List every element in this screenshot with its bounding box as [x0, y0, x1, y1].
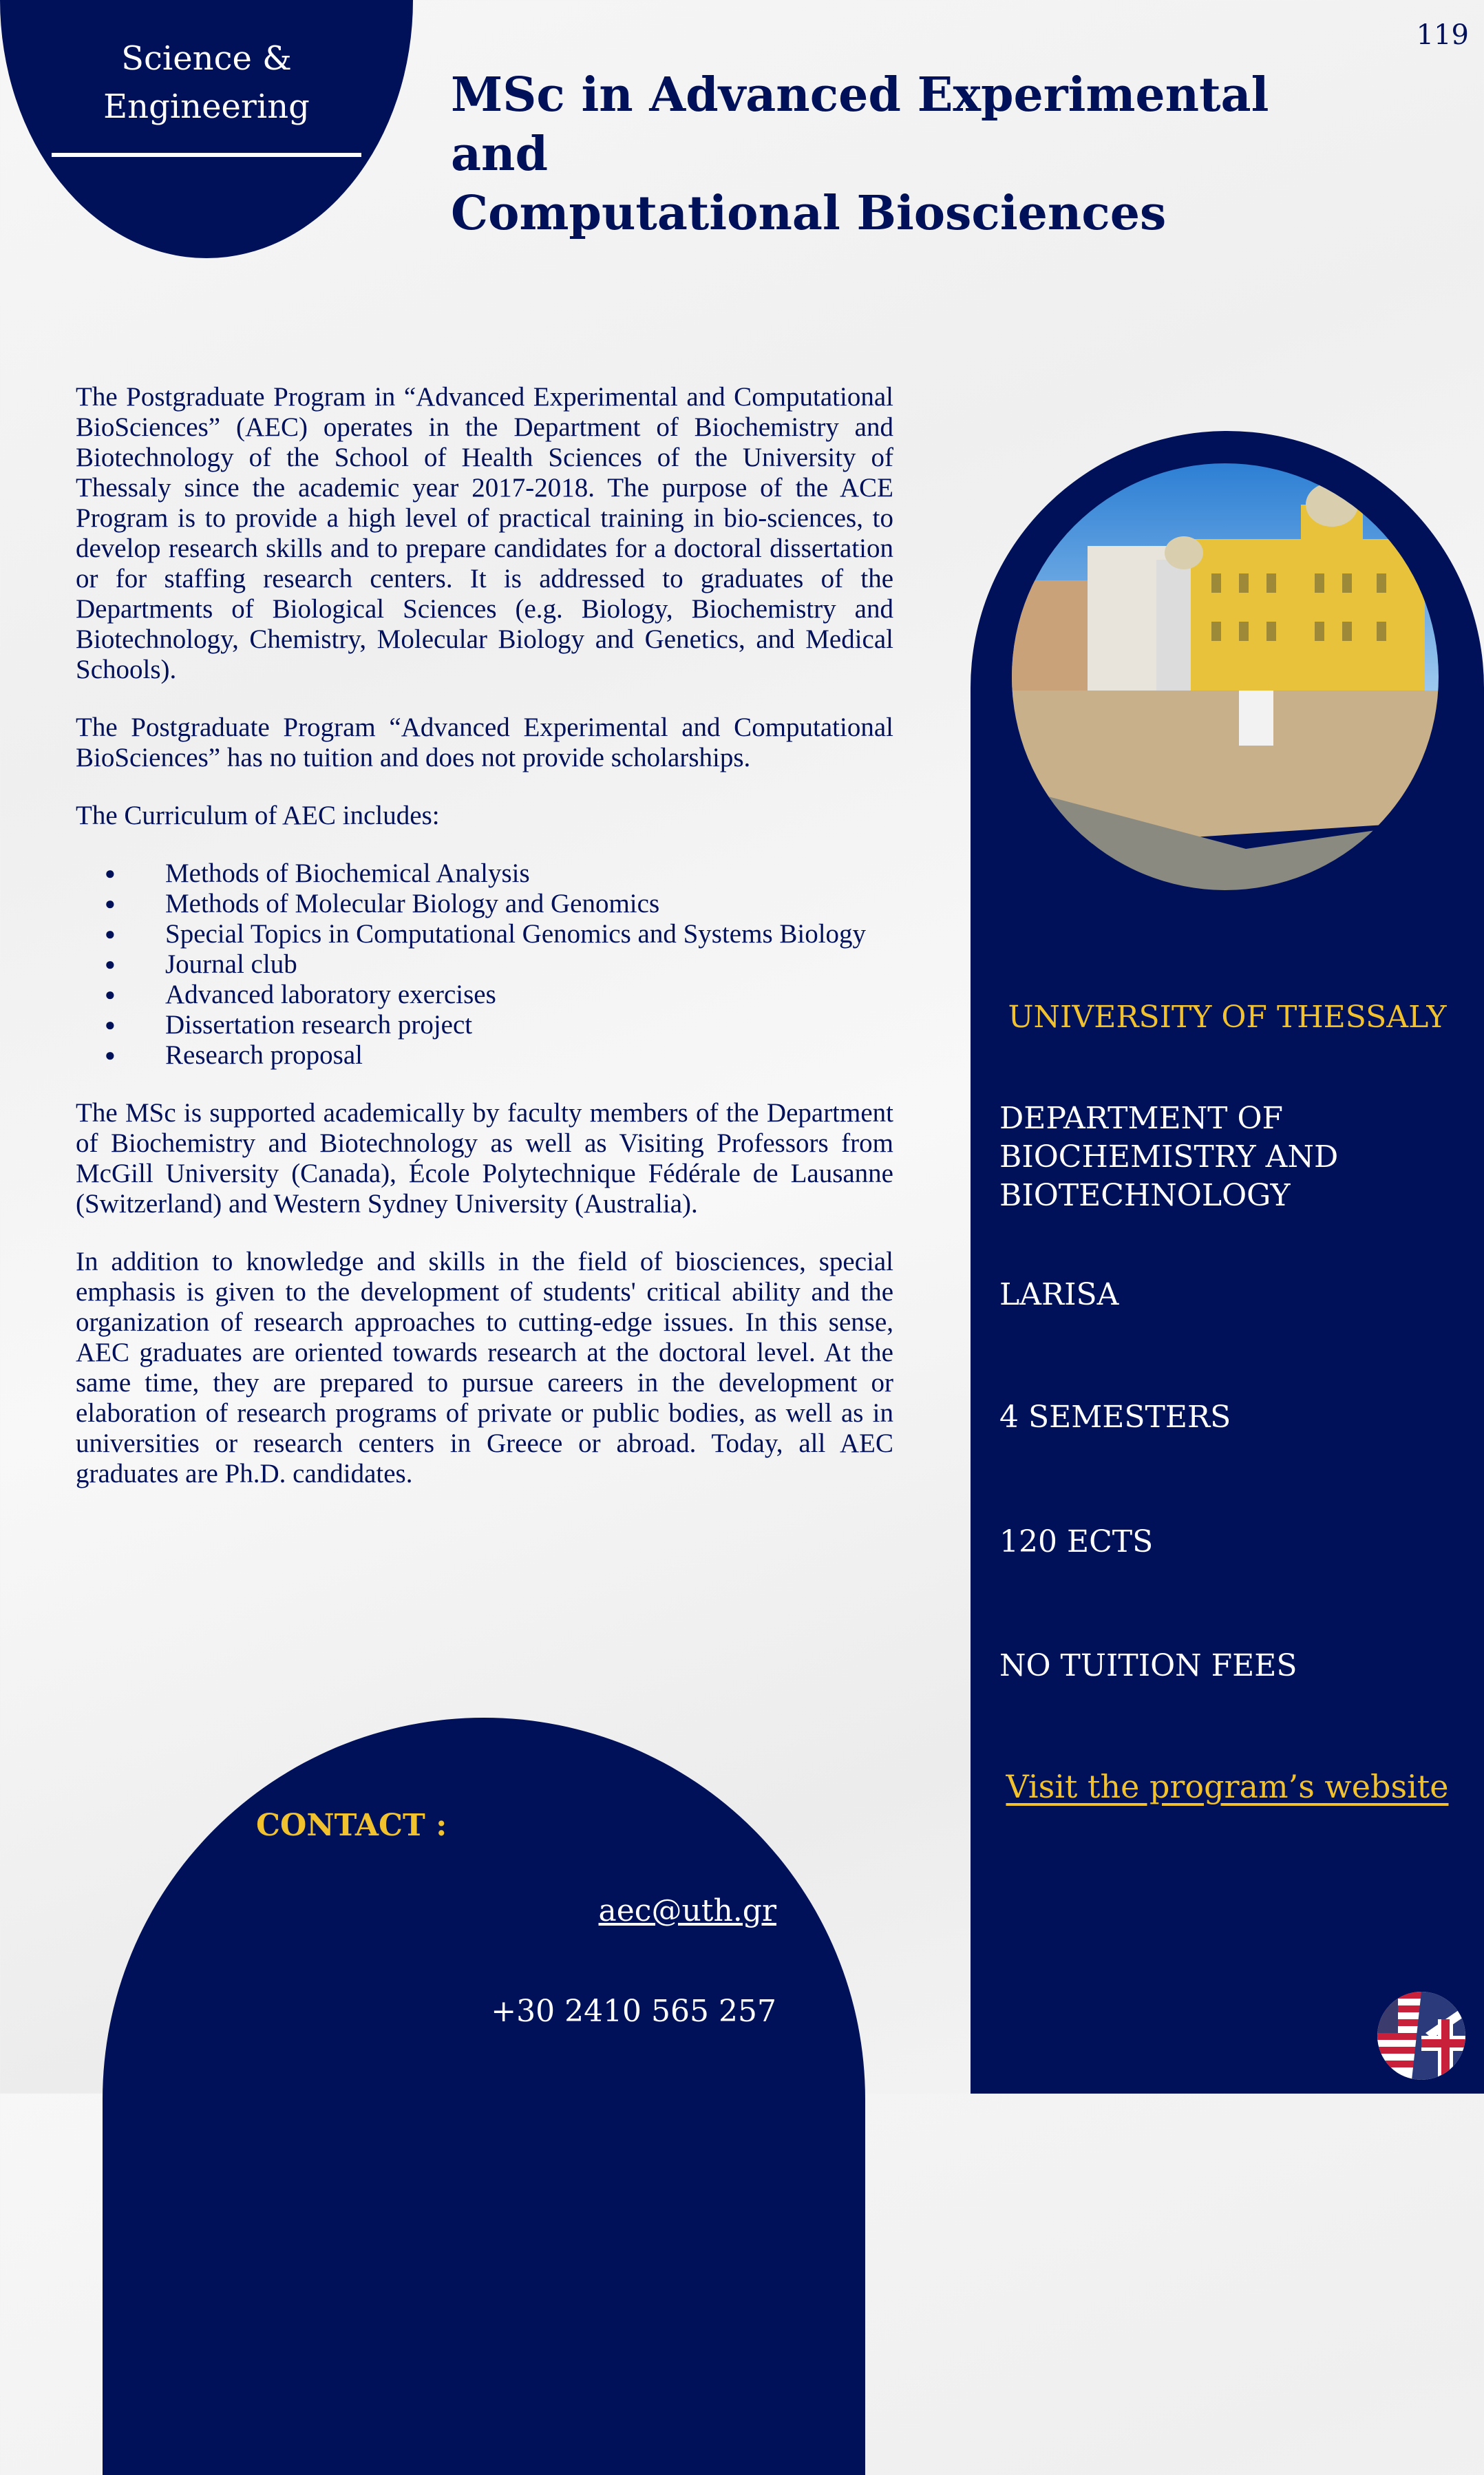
contact-label: CONTACT :: [256, 1808, 447, 1843]
department-line: BIOCHEMISTRY AND: [999, 1139, 1339, 1175]
category-badge: [0, 0, 413, 258]
program-website-link[interactable]: Visit the program’s website: [1006, 1768, 1449, 1805]
list-item: ● Methods of Molecular Biology and Genomics: [165, 889, 893, 919]
curriculum-list: [76, 859, 893, 1071]
department-line: BIOTECHNOLOGY: [999, 1178, 1291, 1213]
page-title: [451, 65, 1346, 243]
list-item: ● Journal club: [165, 949, 893, 980]
email-link[interactable]: aec@uth.gr: [598, 1893, 776, 1928]
list-item: ● Special Topics in Computational Genomics and Systems Biology: [165, 919, 893, 949]
tuition-fees: NO TUITION FEES: [999, 1648, 1297, 1683]
us-uk-flag-icon[interactable]: [1377, 1992, 1465, 2080]
category-line: Science &: [121, 39, 292, 78]
city: LARISA: [999, 1277, 1119, 1312]
phone-number: +30 2410 565 257: [491, 1994, 776, 2029]
category-line: Engineering: [103, 87, 310, 126]
intro-paragraph: The Postgraduate Program in “Advanced Experimental and Computational BioSciences” (AEC) operates in the Department of Biochemistry and Biotechnology of the School of Health Sciences of the University of Thessaly since the academic year 2017-2018. The purpose of the ACE Program is to provide a high level of practical training in bio-sciences, to develop research skills and to prepare candidates for a doctoral dissertation or for staffing research centers. It is addressed to graduates of the Departments of Biological Sciences (e.g. Biology, Biochemistry and Biotechnology, Chemistry, Molecular Biology and Genetics, and Medical Schools).: [76, 382, 893, 684]
faculty-paragraph: The MSc is supported academically by faculty members of the Department of Biochemistry and Biotechnology as well as Visiting Professors from McGill University (Canada), École Polytechnique Fédérale de Lausanne (Switzerland) and Western Sydney University (Australia).: [76, 1098, 893, 1219]
program-description: [76, 382, 893, 1489]
university-name: UNIVERSITY OF THESSALY: [1008, 1000, 1447, 1035]
title-line: MSc in Advanced Experimental and: [451, 67, 1269, 182]
page-number: 119: [1416, 19, 1469, 51]
title-line: Computational Biosciences: [451, 186, 1167, 241]
list-item: ● Methods of Biochemical Analysis: [165, 859, 893, 889]
department-name: [999, 1099, 1338, 1215]
credits: 120 ECTS: [999, 1524, 1154, 1559]
list-item: ● Dissertation research project: [165, 1010, 893, 1040]
tuition-paragraph: The Postgraduate Program “Advanced Experimental and Computational BioSciences” has no tuition and does not provide scholarships.: [76, 713, 893, 772]
curriculum-intro: The Curriculum of AEC includes:: [76, 801, 440, 830]
outcomes-paragraph: In addition to knowledge and skills in the field of biosciences, special emphasis is given to the development of students' critical ability and the organization of research approaches to cutting-edge issues. In this sense, AEC graduates are oriented towards research at the doctoral level. At the same time, they are prepared to pursue careers in the development or elaboration of research programs of private or public bodies, as well as in universities or research centers in Greece or abroad. Today, all AEC graduates are Ph.D. candidates.: [76, 1247, 893, 1488]
list-item: ● Advanced laboratory exercises: [165, 980, 893, 1010]
category-label: [0, 34, 413, 131]
duration: 4 SEMESTERS: [999, 1400, 1231, 1435]
list-item: ● Research proposal: [165, 1040, 893, 1071]
university-building-photo: [1012, 463, 1439, 890]
department-line: DEPARTMENT OF: [999, 1101, 1284, 1136]
contact-section: [103, 1718, 865, 2475]
divider: [52, 153, 361, 157]
